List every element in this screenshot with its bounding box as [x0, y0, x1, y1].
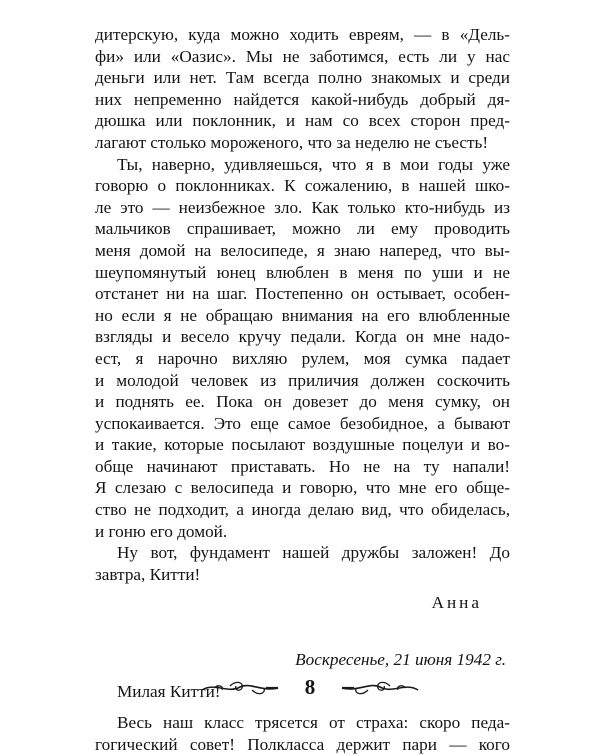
text-line: и поднять ее. Пока он довезет до меня сумку, он [95, 392, 510, 412]
text-line: взгляды и весело кручу педали. Когда он мне надо- [95, 327, 510, 347]
text-line: отстанет ни на шаг. Постепенно он остывает, особен- [95, 284, 510, 304]
page-number: 8 [304, 675, 316, 699]
paragraph-1 [95, 24, 510, 154]
text-line: и такие, которые посылают воздушные поцелуи и во- [95, 435, 510, 455]
signature: Анна [431, 593, 482, 613]
paragraph-4 [95, 712, 510, 755]
text-line: говорю о поклонниках. К сожалению, в нашей шко- [95, 176, 510, 196]
text-line: дюшка или поклонник, и нам со всех сторон пред- [95, 111, 510, 131]
text-line: фи» или «Оазис». Мы не заботимся, есть ли у нас [95, 46, 510, 66]
text-line: шеупомянутый юнец влюблен в меня по уши и не [95, 262, 510, 282]
text-line: Ну вот, фундамент нашей дружбы заложен! До [117, 543, 510, 563]
text-line: деньги или нет. Там всегда полно знакомых и среди [95, 68, 510, 88]
text-line: лагают столько мороженого, что за неделю не съесть! [95, 132, 489, 152]
paragraph-2 [95, 154, 510, 543]
entry-date: Воскресенье, 21 июня 1942 г. [295, 650, 506, 670]
text-line: ле это — неизбежное зло. Как только кто-нибудь из [95, 197, 510, 217]
text-line: мальчиков спрашивает, можно ли ему проводить [95, 219, 510, 239]
right-ornament-icon [340, 678, 420, 698]
text-line: дитерскую, куда можно ходить евреям, — в «Дель- [95, 25, 510, 44]
left-ornament-icon [200, 678, 280, 698]
text-line: гогический совет! Полкласса держит пари — кого [95, 734, 510, 754]
text-line: завтра, Китти! [95, 564, 201, 584]
text-line: Я слезаю с велосипеда и говорю, что мне его обще- [95, 478, 510, 498]
text-line: обще начинают приставать. Но не на ту напали! [95, 456, 510, 476]
text-line: Ты, наверно, удивляешься, что я в мои годы уже [117, 154, 510, 174]
text-line: ест, я нарочно вихляю рулем, моя сумка падает [95, 348, 510, 368]
page-body [95, 24, 510, 755]
text-line: ство не подходит, а иногда делаю вид, что обиделась, [95, 500, 510, 520]
text-line: успокаивается. Это еще самое безобидное, а бывают [95, 413, 510, 433]
text-line: меня домой на велосипеде, я знаю наперед, что вы- [95, 240, 510, 260]
paragraph-3 [95, 542, 510, 585]
greeting: Милая Китти! [117, 681, 221, 701]
text-line: Весь наш класс трясется от страха: скоро педа- [117, 713, 510, 733]
text-line: но если я не обращаю внимания на его влюбленные [95, 305, 510, 325]
page-footer [200, 672, 420, 708]
text-line: них непременно найдется какой-нибудь добрый дя- [95, 89, 510, 109]
text-line: и молодой человек из приличия должен соскочить [95, 370, 510, 390]
text-line: и гоню его домой. [95, 521, 228, 541]
